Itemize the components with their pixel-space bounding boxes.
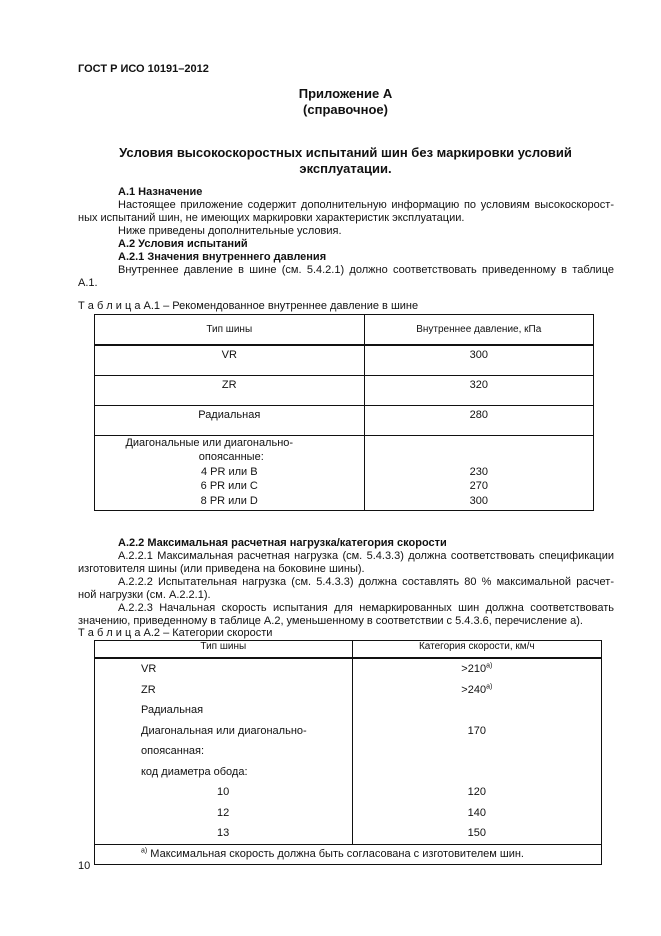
table1-type-cell: Радиальная xyxy=(95,405,365,435)
table1-value-cell: 320 xyxy=(364,375,593,405)
footnote-ref: а) xyxy=(486,662,493,670)
table2-body xyxy=(95,658,602,844)
table1-diag-line1: Диагональные или диагонально- xyxy=(125,436,294,449)
table-row xyxy=(95,345,594,375)
table2-footnote: $^{а)}$ Максимальная скорость должна быть согласована с изготовителем шин. xyxy=(95,844,602,864)
table2-type-diag2: опоясанная: xyxy=(141,745,205,757)
table2-rim-value: 140 xyxy=(467,806,486,819)
table2-caption-prefix: Т а б л и ц а xyxy=(78,627,141,639)
table1-value-cell: 280 xyxy=(364,405,593,435)
section-a1-para2: Ниже приведены дополнительные условия. xyxy=(118,225,342,237)
table2-header-row xyxy=(95,641,602,659)
table1-sub-value: 230 xyxy=(469,465,488,478)
section-a21-title: А.2.1 Значения внутреннего давления xyxy=(118,251,327,263)
table1-sub-type: 4 PR или B xyxy=(200,465,258,478)
table2-vr-value: $>210^{а)}$ xyxy=(461,662,493,675)
section-a21-para-line1: Внутреннее давление в шине (см. 5.4.2.1) должно соответствовать приведенному в таблице xyxy=(118,264,614,276)
table2-rim-code: 12 xyxy=(217,806,230,819)
table2-zr-value: $>240^{а)}$ xyxy=(461,682,493,696)
table2-footnote-row xyxy=(95,844,602,864)
table2-type-zr: ZR xyxy=(141,683,156,696)
table1-diagonal-cell xyxy=(95,435,365,510)
footnote-mark: а) xyxy=(141,847,148,855)
section-a1-para1-line2: ных испытаний шин, не имеющих маркировки характеристик эксплуатации. xyxy=(78,212,465,224)
document-header: ГОСТ Р ИСО 10191–2012 xyxy=(78,63,209,75)
table1-diag-line2: опоясанные: xyxy=(198,451,264,463)
section-a221-line1: А.2.2.1 Максимальная расчетная нагрузка (см. 5.4.3.3) должна соответствовать спецификации xyxy=(118,550,614,562)
speed-category-table xyxy=(94,640,602,865)
table2-type-diag1: Диагональная или диагонально- xyxy=(141,724,307,737)
table2-rim-code: 10 xyxy=(217,786,230,798)
table2-type-vr: VR xyxy=(141,663,157,675)
table1-value-cell: 300 xyxy=(364,345,593,375)
section-a222-line2: ной нагрузки (см. А.2.2.1). xyxy=(78,589,211,601)
annex-heading-line2: эксплуатации. xyxy=(299,161,392,176)
table1-header-row xyxy=(95,315,594,346)
section-a1-title: А.1 Назначение xyxy=(118,186,203,198)
section-a223-line1: А.2.2.3 Начальная скорость испытания для немаркированных шин должна соответствовать xyxy=(118,602,614,614)
section-a221-line2: изготовителя шины (или приведена на боковине шины). xyxy=(78,563,365,575)
table1-caption-text: А.1 – Рекомендованное внутреннее давление в шине xyxy=(140,300,419,312)
table-row xyxy=(95,375,594,405)
table-row xyxy=(95,435,594,510)
table2-diag-value: 170 xyxy=(467,724,486,737)
table1-type-cell: VR xyxy=(95,345,365,375)
table-row xyxy=(95,405,594,435)
table1-caption xyxy=(78,300,418,313)
page-number: 10 xyxy=(78,860,91,872)
table2-types-cell xyxy=(95,658,353,844)
section-a21-para-line2: А.1. xyxy=(78,277,98,289)
table2-caption xyxy=(78,627,272,640)
table1-diagonal-values xyxy=(364,435,593,510)
section-a2-title: А.2 Условия испытаний xyxy=(118,238,248,250)
table2-col-type: Тип шины xyxy=(95,641,353,659)
table2-caption-text: А.2 – Категории скорости xyxy=(140,627,273,639)
pressure-table xyxy=(94,314,594,511)
table1-col-type: Тип шины xyxy=(95,315,365,346)
table2-rim-value: 150 xyxy=(467,827,486,839)
footnote-ref: а) xyxy=(486,682,493,690)
annex-heading-line1: Условия высокоскоростных испытаний шин без маркировки условий xyxy=(119,145,572,160)
table1-caption-prefix: Т а б л и ц а xyxy=(78,300,141,312)
section-a22-title: А.2.2 Максимальная расчетная нагрузка/категория скорости xyxy=(118,537,447,549)
section-a1-para1-line1: Настоящее приложение содержит дополнительную информацию по условиям высокоскорост- xyxy=(118,199,614,211)
annex-title: Приложение А xyxy=(298,86,393,101)
table2-values-cell xyxy=(352,658,601,844)
table2-rim-code: 13 xyxy=(217,827,230,839)
table2-type-radial: Радиальная xyxy=(141,704,204,716)
table1-sub-type: 8 PR или D xyxy=(200,494,258,507)
table1-type-cell: ZR xyxy=(95,375,365,405)
table2-rim-label: код диаметра обода: xyxy=(141,765,248,778)
section-a223-line2: значению, приведенному в таблице А.2, уменьшенному в соответствии с 5.4.3.6, перечисление а). xyxy=(78,615,583,627)
table1-sub-type: 6 PR или C xyxy=(200,480,258,492)
table2-rim-value: 120 xyxy=(467,786,486,798)
table2-col-speed: Категория скорости, км/ч xyxy=(352,641,601,659)
section-a222-line1: А.2.2.2 Испытательная нагрузка (см. 5.4.3.3) должна составлять 80 % максимальной расчет- xyxy=(118,576,614,588)
table1-col-pressure: Внутреннее давление, кПа xyxy=(364,315,593,346)
table1-sub-value: 300 xyxy=(469,494,488,507)
annex-status: (справочное) xyxy=(303,102,388,117)
table1-sub-value: 270 xyxy=(469,480,488,492)
